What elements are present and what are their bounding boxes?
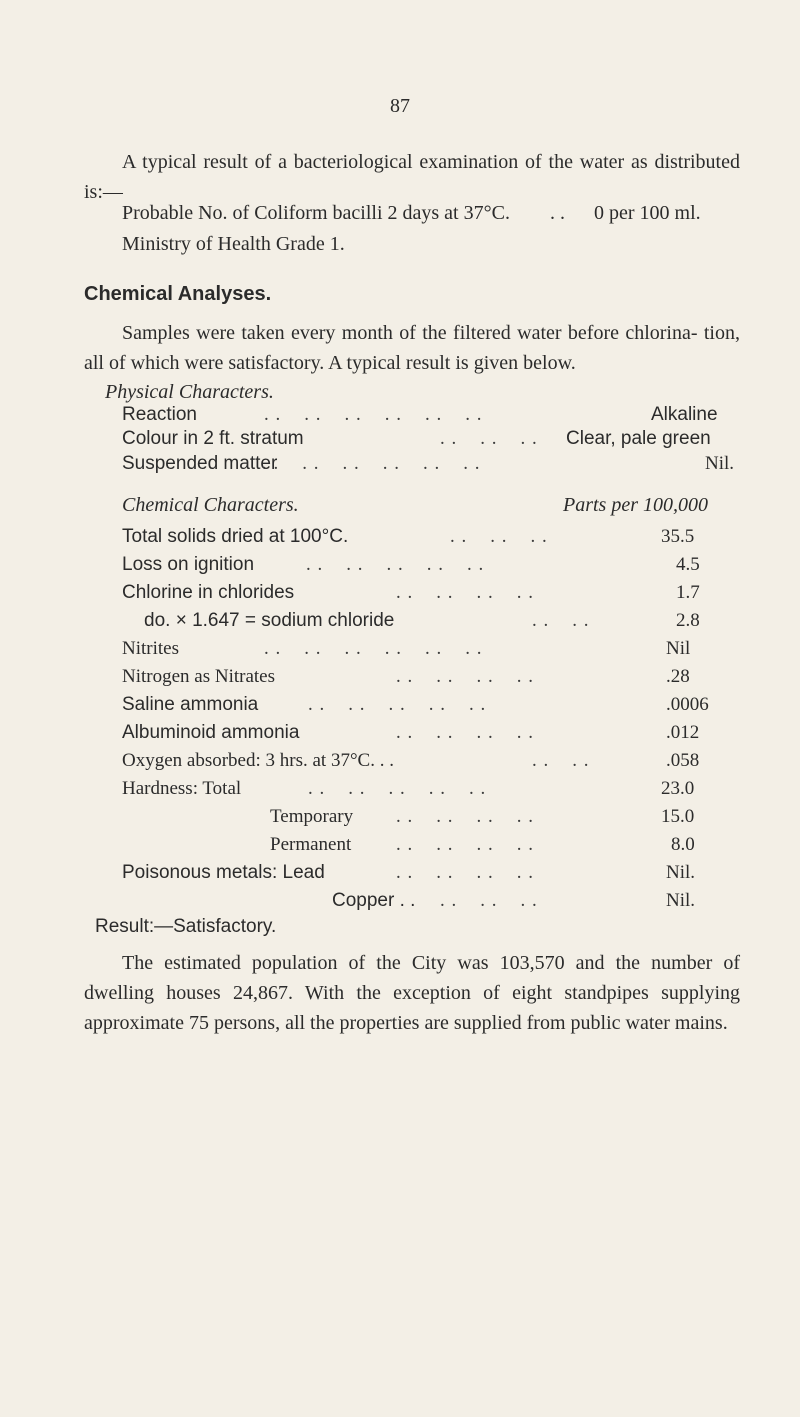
row-leader-dots: . . . . . . . . <box>396 722 534 743</box>
row-value: 23.0 <box>661 778 695 799</box>
row-leader-dots: . . . . . . . . . . . . <box>262 453 481 474</box>
probable-coliform-dots: . . <box>550 202 565 224</box>
row-leader-dots: . . . . . . . . <box>396 834 534 855</box>
physical-characters-heading: Physical Characters. <box>105 381 274 403</box>
row-label: Nitrogen as Nitrates <box>122 666 276 687</box>
row-value: .28 <box>666 666 690 687</box>
row-leader-dots: . . . . <box>532 750 590 771</box>
row-value: .012 <box>666 722 700 743</box>
row-value: 8.0 <box>671 834 695 855</box>
row-value: 35.5 <box>661 526 695 547</box>
row-label: Copper . . <box>332 890 416 911</box>
row-leader-dots: . . . . . . . . <box>396 582 534 603</box>
row-value: Clear, pale green <box>566 428 711 449</box>
intro-paragraph: A typical result of a bacteriological examination of the water as distributed is:— <box>84 151 740 203</box>
row-leader-dots: . . . . . . . . <box>396 862 534 883</box>
row-leader-dots: . . . . . . . . . . <box>308 778 487 799</box>
row-leader-dots: . . . . <box>532 610 590 631</box>
row-value: Nil. <box>666 890 696 911</box>
row-label: Permanent <box>270 834 352 855</box>
ministry-grade: Ministry of Health Grade 1. <box>122 233 345 255</box>
row-leader-dots: . . . . . . . . . . <box>308 694 487 715</box>
row-value: Nil. <box>666 862 696 883</box>
row-value: Nil <box>666 638 691 659</box>
row-value: 4.5 <box>676 554 700 575</box>
row-leader-dots: . . . . . . . . <box>396 806 534 827</box>
row-label: Temporary <box>270 806 354 827</box>
row-label: Hardness: Total <box>122 778 242 799</box>
closing-paragraph: The estimated population of the City was 103,570 and the number of dwelling houses 24,867. With the exception of eight standpipes supplying approximate 75 persons, all the properties are supplied from public water mains. <box>84 952 740 1034</box>
units-heading: Parts per 100,000 <box>563 494 708 516</box>
row-leader-dots: . . . . . . <box>450 526 548 547</box>
row-label: Albuminoid ammonia <box>122 722 300 743</box>
samples-paragraph: Samples were taken every month of the filtered water before chlorina- tion, all of which were satisfactory. A typical result is given below. <box>84 322 740 374</box>
table-row <box>0 453 800 485</box>
probable-coliform-label: Probable No. of Coliform bacilli 2 days at 37°C. <box>122 202 510 224</box>
row-label: Nitrites <box>122 638 179 659</box>
row-label: Chlorine in chlorides <box>122 582 295 603</box>
row-leader-dots: . . . . . . . . . . . . <box>264 638 483 659</box>
row-label: Oxygen absorbed: 3 hrs. at 37°C. . . <box>122 750 394 771</box>
row-value: Nil. <box>705 453 735 474</box>
probable-coliform-value: 0 per 100 ml. <box>594 202 701 224</box>
row-label: Total solids dried at 100°C. <box>122 526 349 547</box>
chemical-characters-heading: Chemical Characters. <box>122 494 299 516</box>
chemical-analyses-heading: Chemical Analyses. <box>84 283 272 305</box>
row-leader-dots: . . . . . . . . . . . . <box>264 404 483 425</box>
row-label: do. × 1.647 = sodium chloride <box>144 610 395 631</box>
row-value: .058 <box>666 750 700 771</box>
row-leader-dots: . . . . . . <box>440 428 538 449</box>
row-leader-dots: . . . . . . <box>440 890 538 911</box>
row-value: Alkaline <box>651 404 718 425</box>
row-label: Poisonous metals: Lead <box>122 862 325 883</box>
row-label: Loss on ignition <box>122 554 255 575</box>
row-value: 2.8 <box>676 610 700 631</box>
row-leader-dots: . . . . . . . . . . <box>306 554 485 575</box>
row-value: 1.7 <box>676 582 700 603</box>
row-label: Colour in 2 ft. stratum <box>122 428 304 449</box>
row-leader-dots: . . . . . . . . <box>396 666 534 687</box>
page-number: 87 <box>390 95 410 117</box>
result-line: Result:—Satisfactory. <box>95 916 277 937</box>
row-value: 15.0 <box>661 806 695 827</box>
row-label: Suspended matter <box>122 453 278 474</box>
row-label: Reaction <box>122 404 197 425</box>
row-label: Saline ammonia <box>122 694 259 715</box>
row-value: .0006 <box>666 694 709 715</box>
